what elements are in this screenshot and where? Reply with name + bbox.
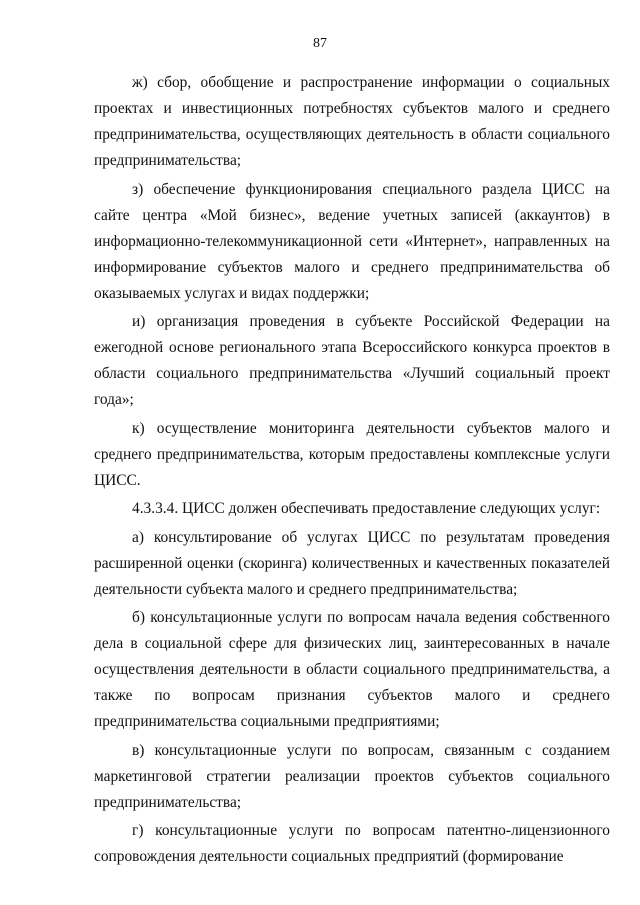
- paragraph-i: и) организация проведения в субъекте Российской Федерации на ежегодной основе регионального этапа Всероссийского конкурса проектов в области социального предпринимательства «Лучший социальный проект года»;: [94, 313, 610, 408]
- paragraph-v: в) консультационные услуги по вопросам, связанным с созданием маркетинговой стратегии реализации проектов субъектов социального предпринимательства;: [94, 741, 610, 811]
- paragraph-k: к) осуществление мониторинга деятельности субъектов малого и среднего предпринимательства, которым предоставлены комплексные услуги ЦИСС.: [94, 419, 610, 489]
- section-heading-4-3-3-4: 4.3.3.4. ЦИСС должен обеспечивать предоставление следующих услуг:: [132, 500, 601, 517]
- paragraph-z: з) обеспечение функционирования специального раздела ЦИСС на сайте центра «Мой бизнес», ведение учетных записей (аккаунтов) в информационно-телекоммуникационной сети «Интернет», направленных на информирование субъектов малого и среднего предпринимательства об оказываемых услугах и видах поддержки;: [94, 180, 610, 302]
- paragraph-g: г) консультационные услуги по вопросам патентно-лицензионного сопровождения деятельности социальных предприятий (формирование: [94, 822, 610, 865]
- page-number: 87: [313, 36, 327, 51]
- document-body: [94, 70, 610, 870]
- paragraph-a: а) консультирование об услугах ЦИСС по результатам проведения расширенной оценки (скоринга) количественных и качественных показателей деятельности субъекта малого и среднего предпринимательства;: [94, 528, 610, 598]
- paragraph-zh: ж) сбор, обобщение и распространение информации о социальных проектах и инвестиционных потребностях субъектов малого и среднего предпринимательства, осуществляющих деятельность в области социального предпринимательства;: [94, 74, 610, 169]
- paragraph-b: б) консультационные услуги по вопросам начала ведения собственного дела в социальной сфере для физических лиц, заинтересованных в начале осуществления деятельности в области социального предпринимательства, а также по вопросам признания субъектов малого и среднего предпринимательства социальными предприятиями;: [94, 609, 610, 730]
